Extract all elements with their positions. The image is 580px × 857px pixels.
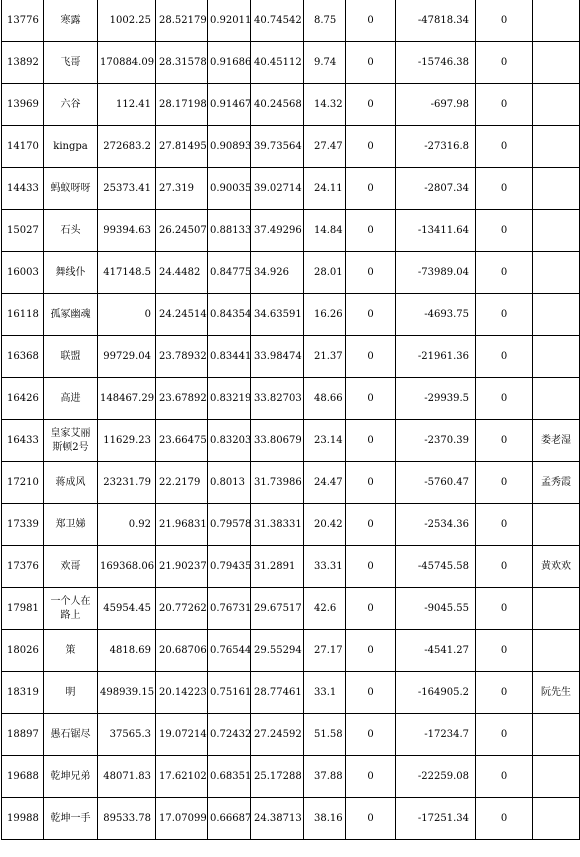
cell-value-c: 31.38331 (251, 504, 304, 546)
cell-name: 蚂蚁呀呀 (44, 168, 98, 210)
cell-id: 17376 (2, 546, 44, 588)
table-row (2, 420, 580, 462)
cell-value-b: 22.2179 (156, 462, 208, 504)
cell-balance: -9045.55 (396, 588, 476, 630)
cell-balance: -17234.7 (396, 714, 476, 756)
table-row (2, 504, 580, 546)
cell-id: 16118 (2, 294, 44, 336)
cell-value-a: 417148.5 (98, 252, 156, 294)
cell-owner (533, 126, 580, 168)
cell-balance: -2370.39 (396, 420, 476, 462)
cell-ratio: 0.66687 (208, 798, 251, 840)
cell-flag-b: 0 (476, 0, 533, 42)
table-row (2, 588, 580, 630)
cell-value-b: 26.24507 (156, 210, 208, 252)
cell-flag-b: 0 (476, 546, 533, 588)
cell-name: kingpa (44, 126, 98, 168)
cell-flag-a: 0 (346, 210, 396, 252)
cell-value-a: 11629.23 (98, 420, 156, 462)
cell-balance: -45745.58 (396, 546, 476, 588)
cell-id: 19988 (2, 798, 44, 840)
cell-name: 愚石锯尽 (44, 714, 98, 756)
cell-value-b: 19.07214 (156, 714, 208, 756)
cell-value-b: 27.319 (156, 168, 208, 210)
cell-flag-a: 0 (346, 798, 396, 840)
cell-flag-a: 0 (346, 462, 396, 504)
table-row (2, 210, 580, 252)
cell-value-a: 148467.29 (98, 378, 156, 420)
cell-flag-b: 0 (476, 378, 533, 420)
cell-value-d: 37.88 (304, 756, 346, 798)
cell-flag-a: 0 (346, 126, 396, 168)
cell-flag-b: 0 (476, 252, 533, 294)
cell-balance: -22259.08 (396, 756, 476, 798)
cell-name: 欢哥 (44, 546, 98, 588)
cell-value-c: 27.24592 (251, 714, 304, 756)
cell-value-d: 21.37 (304, 336, 346, 378)
cell-value-d: 20.42 (304, 504, 346, 546)
cell-value-a: 48071.83 (98, 756, 156, 798)
cell-owner (533, 42, 580, 84)
cell-flag-b: 0 (476, 756, 533, 798)
cell-value-d: 27.17 (304, 630, 346, 672)
cell-value-c: 34.63591 (251, 294, 304, 336)
cell-flag-a: 0 (346, 336, 396, 378)
cell-value-c: 33.98474 (251, 336, 304, 378)
cell-flag-a: 0 (346, 0, 396, 42)
cell-balance: -21961.36 (396, 336, 476, 378)
cell-balance: -27316.8 (396, 126, 476, 168)
cell-value-d: 14.84 (304, 210, 346, 252)
cell-balance: -4541.27 (396, 630, 476, 672)
cell-value-b: 20.68706 (156, 630, 208, 672)
cell-value-d: 33.1 (304, 672, 346, 714)
cell-id: 16426 (2, 378, 44, 420)
cell-value-b: 28.17198 (156, 84, 208, 126)
cell-value-c: 31.73986 (251, 462, 304, 504)
cell-value-d: 8.75 (304, 0, 346, 42)
table-row (2, 672, 580, 714)
cell-ratio: 0.75161 (208, 672, 251, 714)
cell-owner (533, 504, 580, 546)
cell-value-a: 0 (98, 294, 156, 336)
cell-flag-b: 0 (476, 294, 533, 336)
cell-value-b: 23.67892 (156, 378, 208, 420)
table-row (2, 756, 580, 798)
cell-value-a: 169368.06 (98, 546, 156, 588)
cell-name: 石头 (44, 210, 98, 252)
cell-name: 六谷 (44, 84, 98, 126)
cell-id: 18897 (2, 714, 44, 756)
cell-name: 皇家艾丽斯顿2号 (44, 420, 98, 462)
cell-id: 13892 (2, 42, 44, 84)
cell-flag-a: 0 (346, 714, 396, 756)
cell-ratio: 0.76544 (208, 630, 251, 672)
cell-flag-a: 0 (346, 84, 396, 126)
cell-value-d: 9.74 (304, 42, 346, 84)
cell-id: 16003 (2, 252, 44, 294)
cell-flag-a: 0 (346, 672, 396, 714)
cell-value-d: 16.26 (304, 294, 346, 336)
cell-owner (533, 168, 580, 210)
table-row (2, 714, 580, 756)
cell-balance: -164905.2 (396, 672, 476, 714)
cell-flag-a: 0 (346, 252, 396, 294)
cell-balance: -5760.47 (396, 462, 476, 504)
cell-value-c: 29.55294 (251, 630, 304, 672)
table-row (2, 252, 580, 294)
cell-flag-a: 0 (346, 756, 396, 798)
cell-value-b: 20.77262 (156, 588, 208, 630)
cell-owner (533, 0, 580, 42)
cell-balance: -17251.34 (396, 798, 476, 840)
cell-ratio: 0.90035 (208, 168, 251, 210)
cell-flag-a: 0 (346, 420, 396, 462)
cell-value-d: 28.01 (304, 252, 346, 294)
table-row (2, 294, 580, 336)
cell-value-d: 42.6 (304, 588, 346, 630)
table-row (2, 798, 580, 840)
cell-value-a: 112.41 (98, 84, 156, 126)
cell-value-b: 17.07099 (156, 798, 208, 840)
cell-flag-a: 0 (346, 546, 396, 588)
cell-owner (533, 588, 580, 630)
cell-ratio: 0.79578 (208, 504, 251, 546)
cell-id: 17339 (2, 504, 44, 546)
table-row (2, 378, 580, 420)
cell-flag-b: 0 (476, 798, 533, 840)
cell-value-d: 14.32 (304, 84, 346, 126)
cell-name: 高进 (44, 378, 98, 420)
cell-ratio: 0.90893 (208, 126, 251, 168)
cell-ratio: 0.83203 (208, 420, 251, 462)
cell-value-b: 21.96831 (156, 504, 208, 546)
cell-value-a: 89533.78 (98, 798, 156, 840)
cell-name: 乾坤兄弟 (44, 756, 98, 798)
cell-ratio: 0.8013 (208, 462, 251, 504)
cell-value-d: 24.11 (304, 168, 346, 210)
cell-value-a: 170884.09 (98, 42, 156, 84)
cell-balance: -73989.04 (396, 252, 476, 294)
cell-value-d: 24.47 (304, 462, 346, 504)
cell-name: 寒露 (44, 0, 98, 42)
cell-ratio: 0.88133 (208, 210, 251, 252)
cell-value-a: 1002.25 (98, 0, 156, 42)
cell-flag-a: 0 (346, 630, 396, 672)
cell-id: 13969 (2, 84, 44, 126)
cell-owner: 黄欢欢 (533, 546, 580, 588)
cell-flag-b: 0 (476, 168, 533, 210)
cell-owner: 娄老湿 (533, 420, 580, 462)
cell-value-a: 272683.2 (98, 126, 156, 168)
cell-value-a: 498939.15 (98, 672, 156, 714)
cell-name: 蒋成风 (44, 462, 98, 504)
cell-owner (533, 294, 580, 336)
cell-id: 17981 (2, 588, 44, 630)
cell-value-a: 4818.69 (98, 630, 156, 672)
cell-ratio: 0.83219 (208, 378, 251, 420)
cell-balance: -47818.34 (396, 0, 476, 42)
cell-owner (533, 336, 580, 378)
cell-name: 郑卫娣 (44, 504, 98, 546)
cell-flag-b: 0 (476, 84, 533, 126)
cell-value-c: 33.80679 (251, 420, 304, 462)
cell-owner (533, 84, 580, 126)
cell-ratio: 0.91686 (208, 42, 251, 84)
cell-value-b: 21.90237 (156, 546, 208, 588)
table-row (2, 630, 580, 672)
cell-id: 16433 (2, 420, 44, 462)
cell-id: 16368 (2, 336, 44, 378)
cell-value-d: 23.14 (304, 420, 346, 462)
cell-value-b: 23.78932 (156, 336, 208, 378)
cell-flag-b: 0 (476, 630, 533, 672)
cell-flag-a: 0 (346, 378, 396, 420)
cell-value-c: 29.67517 (251, 588, 304, 630)
cell-id: 19688 (2, 756, 44, 798)
cell-flag-b: 0 (476, 42, 533, 84)
cell-id: 13776 (2, 0, 44, 42)
cell-balance: -13411.64 (396, 210, 476, 252)
cell-value-b: 24.24514 (156, 294, 208, 336)
cell-ratio: 0.83441 (208, 336, 251, 378)
cell-id: 15027 (2, 210, 44, 252)
cell-value-b: 28.31578 (156, 42, 208, 84)
cell-value-b: 17.62102 (156, 756, 208, 798)
cell-ratio: 0.79435 (208, 546, 251, 588)
cell-flag-b: 0 (476, 126, 533, 168)
cell-name: 飞哥 (44, 42, 98, 84)
cell-flag-b: 0 (476, 210, 533, 252)
cell-value-a: 25373.41 (98, 168, 156, 210)
cell-balance: -2534.36 (396, 504, 476, 546)
cell-owner (533, 798, 580, 840)
cell-ratio: 0.84354 (208, 294, 251, 336)
cell-name: 策 (44, 630, 98, 672)
cell-flag-a: 0 (346, 294, 396, 336)
cell-flag-a: 0 (346, 42, 396, 84)
cell-value-c: 33.82703 (251, 378, 304, 420)
cell-flag-b: 0 (476, 672, 533, 714)
table-row (2, 42, 580, 84)
cell-value-a: 23231.79 (98, 462, 156, 504)
cell-ratio: 0.91467 (208, 84, 251, 126)
cell-value-a: 99729.04 (98, 336, 156, 378)
cell-flag-a: 0 (346, 168, 396, 210)
cell-flag-b: 0 (476, 420, 533, 462)
cell-value-a: 45954.45 (98, 588, 156, 630)
cell-value-a: 99394.63 (98, 210, 156, 252)
cell-value-c: 28.77461 (251, 672, 304, 714)
table-row (2, 84, 580, 126)
cell-value-b: 20.14223 (156, 672, 208, 714)
cell-owner (533, 210, 580, 252)
cell-owner (533, 756, 580, 798)
cell-ratio: 0.92011 (208, 0, 251, 42)
cell-flag-b: 0 (476, 714, 533, 756)
cell-name: 联盟 (44, 336, 98, 378)
cell-value-c: 39.73564 (251, 126, 304, 168)
cell-owner (533, 378, 580, 420)
cell-balance: -29939.5 (396, 378, 476, 420)
cell-value-d: 48.66 (304, 378, 346, 420)
cell-name: 一个人在路上 (44, 588, 98, 630)
cell-owner (533, 630, 580, 672)
table-row (2, 168, 580, 210)
cell-flag-b: 0 (476, 504, 533, 546)
cell-value-c: 40.24568 (251, 84, 304, 126)
cell-value-d: 27.47 (304, 126, 346, 168)
cell-ratio: 0.76731 (208, 588, 251, 630)
cell-id: 14433 (2, 168, 44, 210)
cell-balance: -4693.75 (396, 294, 476, 336)
cell-value-c: 40.45112 (251, 42, 304, 84)
cell-value-d: 51.58 (304, 714, 346, 756)
cell-value-a: 37565.3 (98, 714, 156, 756)
cell-owner: 孟秀霞 (533, 462, 580, 504)
cell-ratio: 0.84775 (208, 252, 251, 294)
cell-value-b: 24.4482 (156, 252, 208, 294)
table-row (2, 0, 580, 42)
data-table (1, 0, 580, 840)
cell-owner: 阮先生 (533, 672, 580, 714)
cell-flag-b: 0 (476, 336, 533, 378)
cell-owner (533, 714, 580, 756)
cell-flag-a: 0 (346, 588, 396, 630)
cell-value-c: 24.38713 (251, 798, 304, 840)
cell-flag-b: 0 (476, 462, 533, 504)
cell-name: 明 (44, 672, 98, 714)
cell-value-d: 38.16 (304, 798, 346, 840)
cell-name: 孤冢幽魂 (44, 294, 98, 336)
cell-ratio: 0.72432 (208, 714, 251, 756)
cell-value-b: 27.81495 (156, 126, 208, 168)
cell-value-b: 23.66475 (156, 420, 208, 462)
cell-name: 乾坤一手 (44, 798, 98, 840)
cell-value-c: 25.17288 (251, 756, 304, 798)
cell-balance: -697.98 (396, 84, 476, 126)
cell-name: 舞线仆 (44, 252, 98, 294)
cell-ratio: 0.68351 (208, 756, 251, 798)
cell-value-d: 33.31 (304, 546, 346, 588)
cell-id: 14170 (2, 126, 44, 168)
cell-value-c: 31.2891 (251, 546, 304, 588)
cell-value-c: 39.02714 (251, 168, 304, 210)
table-row (2, 126, 580, 168)
table-row (2, 546, 580, 588)
cell-flag-a: 0 (346, 504, 396, 546)
table-row (2, 462, 580, 504)
cell-value-c: 40.74542 (251, 0, 304, 42)
table-body (2, 0, 580, 840)
cell-id: 18026 (2, 630, 44, 672)
cell-flag-b: 0 (476, 588, 533, 630)
cell-owner (533, 252, 580, 294)
cell-value-c: 34.926 (251, 252, 304, 294)
table-row (2, 336, 580, 378)
cell-balance: -15746.38 (396, 42, 476, 84)
cell-id: 17210 (2, 462, 44, 504)
cell-id: 18319 (2, 672, 44, 714)
cell-value-a: 0.92 (98, 504, 156, 546)
cell-value-c: 37.49296 (251, 210, 304, 252)
cell-value-b: 28.52179 (156, 0, 208, 42)
cell-balance: -2807.34 (396, 168, 476, 210)
